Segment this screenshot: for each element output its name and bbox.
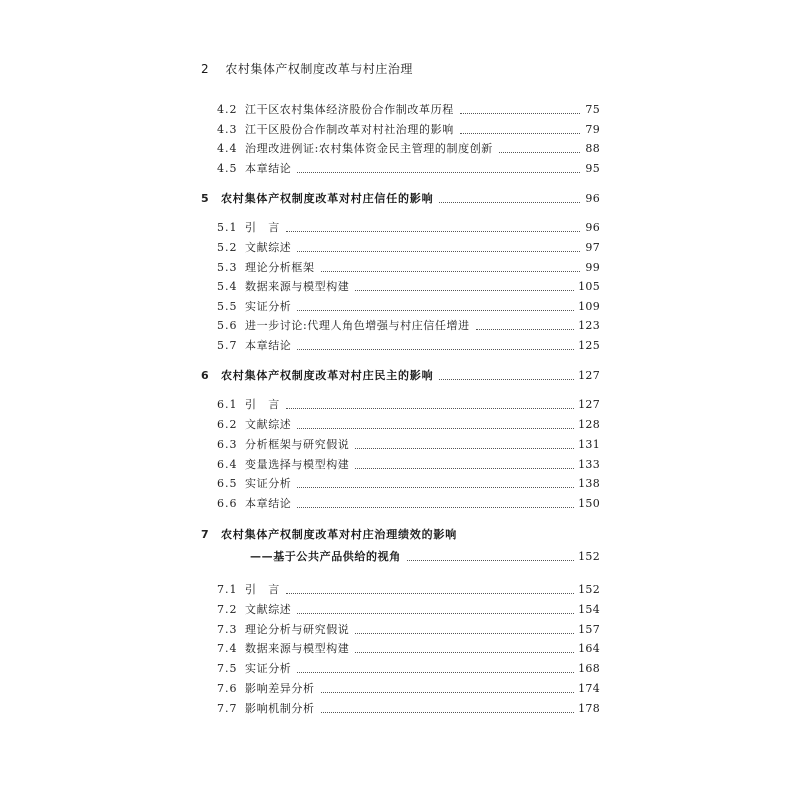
leader-dots xyxy=(297,163,580,173)
header-page-number: 2 xyxy=(201,62,210,76)
entry-title: 江干区股份合作制改革对村社治理的影响 xyxy=(245,123,454,136)
entry-title: 理论分析框架 xyxy=(245,261,315,274)
entry-page: 97 xyxy=(585,241,600,254)
leader-dots xyxy=(297,478,574,488)
entry-page: 174 xyxy=(578,682,600,695)
leader-dots xyxy=(355,281,574,291)
entry-page: 131 xyxy=(578,438,600,451)
entry-page: 99 xyxy=(585,261,600,274)
entry-page: 154 xyxy=(578,603,600,616)
leader-dots xyxy=(355,624,574,634)
chapter-title: 农村集体产权制度改革对村庄民主的影响 xyxy=(221,369,434,382)
toc-entry[interactable] xyxy=(201,102,600,118)
toc-entry[interactable] xyxy=(201,397,600,413)
toc-chapter-6[interactable] xyxy=(201,368,600,384)
header-book-title: 农村集体产权制度改革与村庄治理 xyxy=(225,62,413,76)
leader-dots xyxy=(355,643,574,653)
entry-page: 127 xyxy=(578,398,600,411)
leader-dots xyxy=(297,498,574,508)
toc-entry[interactable] xyxy=(201,457,600,473)
entry-number: 5.6 xyxy=(217,319,238,332)
entry-number: 7.5 xyxy=(217,662,238,675)
toc-entry[interactable] xyxy=(201,279,600,295)
chapter-number: 7 xyxy=(201,528,210,541)
entry-title: 数据来源与模型构建 xyxy=(245,642,350,655)
entry-number: 4.2 xyxy=(217,103,238,116)
leader-dots xyxy=(439,193,580,203)
toc-entry[interactable] xyxy=(201,220,600,236)
chapter-number: 6 xyxy=(201,369,210,382)
entry-number: 7.3 xyxy=(217,623,238,636)
entry-title: 理论分析与研究假说 xyxy=(245,623,350,636)
toc-entry[interactable] xyxy=(201,240,600,256)
entry-page: 138 xyxy=(578,477,600,490)
entry-title: 数据来源与模型构建 xyxy=(245,280,350,293)
toc-entry[interactable] xyxy=(201,701,600,717)
entry-page: 133 xyxy=(578,458,600,471)
entry-title: 治理改进例证:农村集体资金民主管理的制度创新 xyxy=(245,142,493,155)
entry-page: 178 xyxy=(578,702,600,715)
chapter-number: 5 xyxy=(201,192,210,205)
toc-entry[interactable] xyxy=(201,417,600,433)
toc-entry[interactable] xyxy=(201,681,600,697)
entry-title: 本章结论 xyxy=(245,339,292,352)
entry-page: 168 xyxy=(578,662,600,675)
leader-dots xyxy=(321,683,574,693)
entry-title: 文献综述 xyxy=(245,603,292,616)
entry-page: 125 xyxy=(578,339,600,352)
entry-number: 5.7 xyxy=(217,339,238,352)
leader-dots xyxy=(297,301,574,311)
leader-dots xyxy=(407,551,574,561)
entry-number: 5.1 xyxy=(217,221,238,234)
entry-page: 123 xyxy=(578,319,600,332)
entry-page: 75 xyxy=(585,103,600,116)
toc-entry[interactable] xyxy=(201,602,600,618)
leader-dots xyxy=(499,143,580,153)
leader-dots xyxy=(286,399,574,409)
leader-dots xyxy=(476,320,574,330)
toc-entry[interactable] xyxy=(201,437,600,453)
toc-entry[interactable] xyxy=(201,122,600,138)
toc-entry[interactable] xyxy=(201,582,600,598)
entry-page: 152 xyxy=(578,583,600,596)
toc-chapter-5[interactable] xyxy=(201,191,600,207)
toc-chapter-7-subtitle[interactable] xyxy=(250,549,600,565)
entry-page: 157 xyxy=(578,623,600,636)
leader-dots xyxy=(297,242,580,252)
entry-number: 6.1 xyxy=(217,398,238,411)
entry-title: 本章结论 xyxy=(245,497,292,510)
entry-title: 文献综述 xyxy=(245,418,292,431)
entry-page: 127 xyxy=(578,369,600,382)
entry-number: 5.2 xyxy=(217,241,238,254)
entry-title: 变量选择与模型构建 xyxy=(245,458,350,471)
toc-entry[interactable] xyxy=(201,161,600,177)
toc-entry[interactable] xyxy=(201,318,600,334)
entry-title: 引 言 xyxy=(245,221,280,234)
chapter-title: 农村集体产权制度改革对村庄治理绩效的影响 xyxy=(221,528,457,541)
leader-dots xyxy=(297,604,574,614)
entry-page: 96 xyxy=(585,221,600,234)
entry-title: 本章结论 xyxy=(245,162,292,175)
entry-title: 影响机制分析 xyxy=(245,702,315,715)
entry-number: 7.2 xyxy=(217,603,238,616)
toc-chapter-7[interactable] xyxy=(201,527,600,543)
toc-entry[interactable] xyxy=(201,476,600,492)
entry-number: 7.1 xyxy=(217,583,238,596)
leader-dots xyxy=(460,124,580,134)
entry-title: 文献综述 xyxy=(245,241,292,254)
toc-entry[interactable] xyxy=(201,661,600,677)
entry-page: 128 xyxy=(578,418,600,431)
entry-number: 4.4 xyxy=(217,142,238,155)
entry-title: 实证分析 xyxy=(245,662,292,675)
entry-number: 7.7 xyxy=(217,702,238,715)
toc-entry[interactable] xyxy=(201,622,600,638)
entry-number: 6.3 xyxy=(217,438,238,451)
entry-title: 影响差异分析 xyxy=(245,682,315,695)
leader-dots xyxy=(297,663,574,673)
entry-number: 4.3 xyxy=(217,123,238,136)
entry-title: 实证分析 xyxy=(245,477,292,490)
entry-title: 江干区农村集体经济股份合作制改革历程 xyxy=(245,103,454,116)
entry-title: 实证分析 xyxy=(245,300,292,313)
entry-page: 96 xyxy=(585,192,600,205)
entry-number: 5.4 xyxy=(217,280,238,293)
chapter-subtitle: ——基于公共产品供给的视角 xyxy=(250,550,401,563)
entry-number: 5.3 xyxy=(217,261,238,274)
entry-number: 7.6 xyxy=(217,682,238,695)
leader-dots xyxy=(286,584,574,594)
entry-number: 6.5 xyxy=(217,477,238,490)
entry-number: 6.4 xyxy=(217,458,238,471)
entry-number: 6.2 xyxy=(217,418,238,431)
entry-title: 引 言 xyxy=(245,398,280,411)
leader-dots xyxy=(286,222,580,232)
toc-entry[interactable] xyxy=(201,338,600,354)
entry-title: 引 言 xyxy=(245,583,280,596)
entry-page: 95 xyxy=(585,162,600,175)
entry-page: 109 xyxy=(578,300,600,313)
entry-title: 进一步讨论:代理人角色增强与村庄信任增进 xyxy=(245,319,470,332)
toc-entry[interactable] xyxy=(201,141,600,157)
leader-dots xyxy=(321,703,574,713)
entry-page: 150 xyxy=(578,497,600,510)
entry-number: 5.5 xyxy=(217,300,238,313)
entry-title: 分析框架与研究假说 xyxy=(245,438,350,451)
leader-dots xyxy=(321,262,580,272)
entry-number: 4.5 xyxy=(217,162,238,175)
entry-number: 7.4 xyxy=(217,642,238,655)
toc-entry[interactable] xyxy=(201,299,600,315)
leader-dots xyxy=(439,370,574,380)
leader-dots xyxy=(297,340,574,350)
entry-page: 105 xyxy=(578,280,600,293)
toc-entry[interactable] xyxy=(201,496,600,512)
entry-number: 6.6 xyxy=(217,497,238,510)
entry-page: 164 xyxy=(578,642,600,655)
running-header xyxy=(201,60,413,77)
entry-page: 79 xyxy=(585,123,600,136)
leader-dots xyxy=(460,104,580,114)
entry-page: 152 xyxy=(578,550,600,563)
chapter-title: 农村集体产权制度改革对村庄信任的影响 xyxy=(221,192,434,205)
toc-entry[interactable] xyxy=(201,260,600,276)
leader-dots xyxy=(355,439,574,449)
entry-page: 88 xyxy=(585,142,600,155)
leader-dots xyxy=(297,419,574,429)
leader-dots xyxy=(355,459,574,469)
toc-entry[interactable] xyxy=(201,641,600,657)
